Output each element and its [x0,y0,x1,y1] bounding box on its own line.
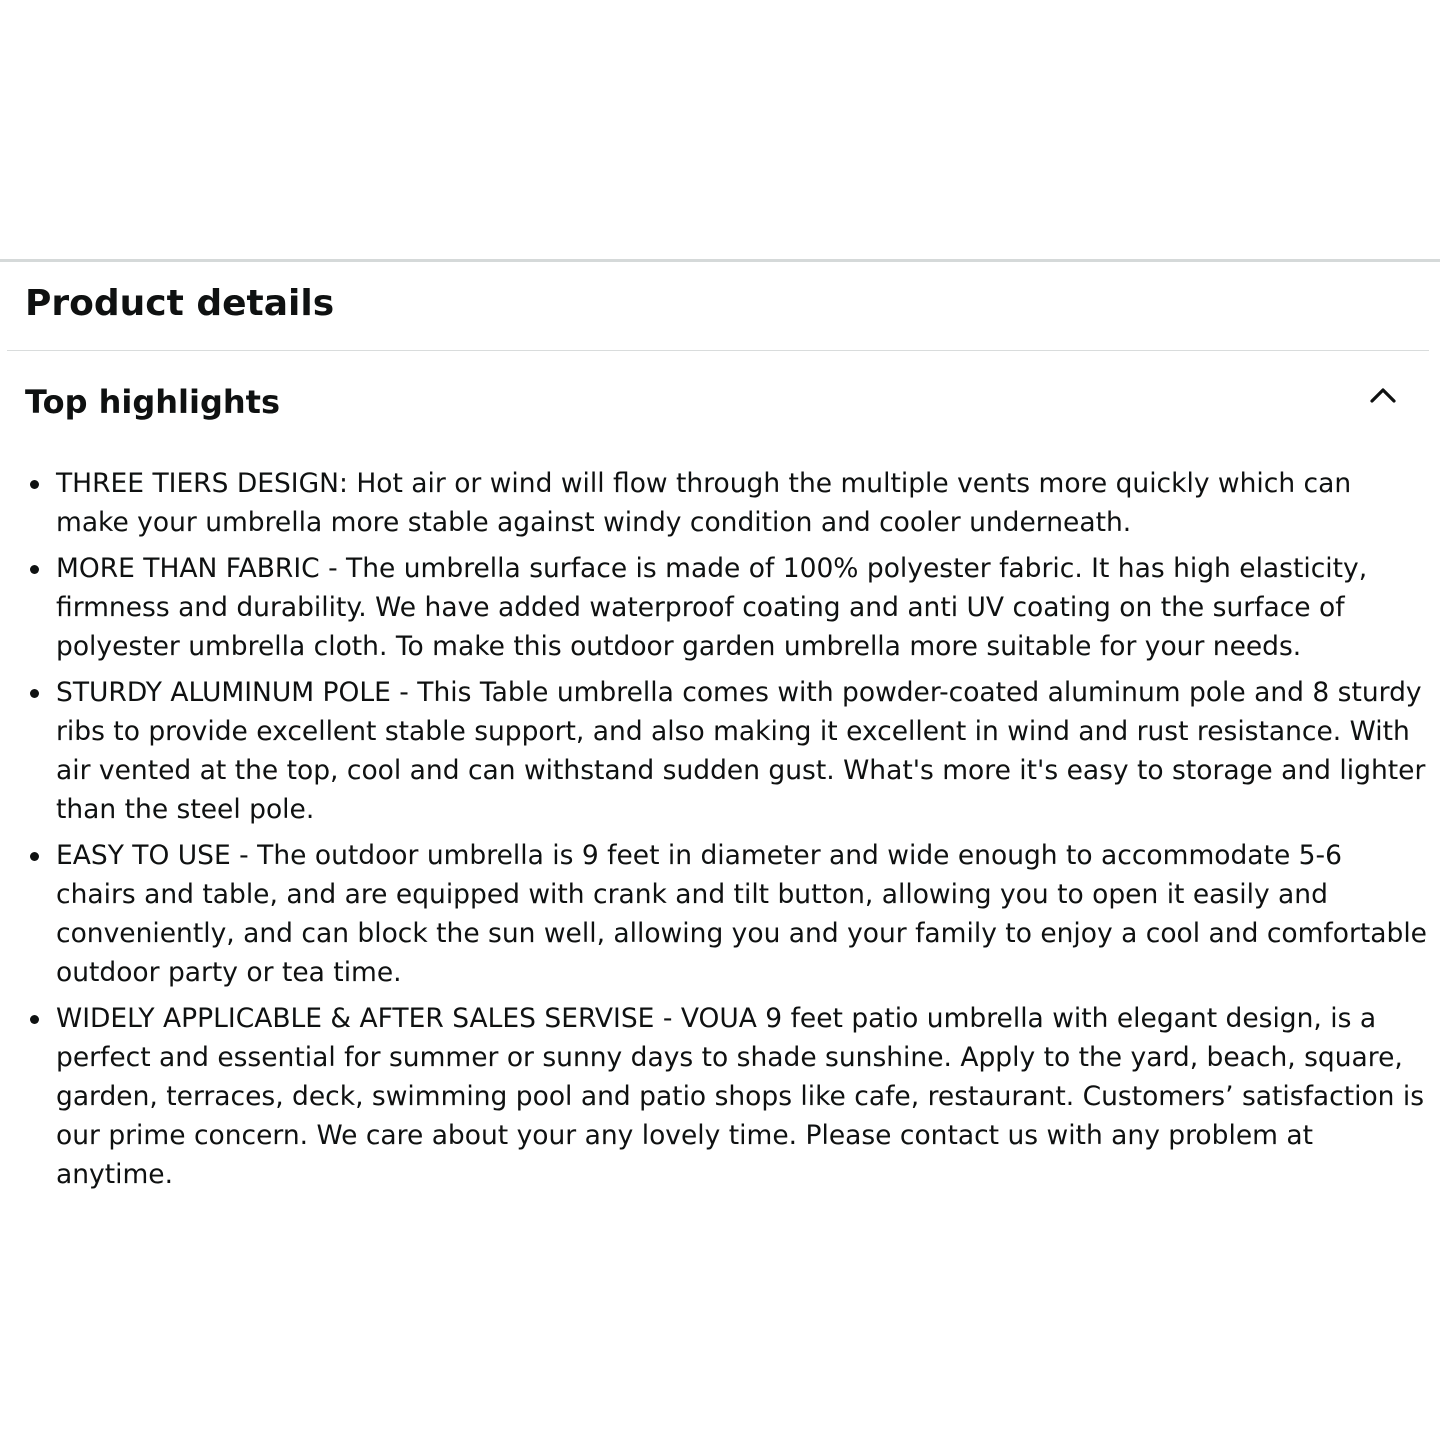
highlights-list [56,464,1428,1201]
section-divider [7,350,1429,351]
highlight-item: WIDELY APPLICABLE & AFTER SALES SERVISE - VOUA 9 feet patio umbrella with elegant design, is a perfect and essential for summer or sunny days to shade sunshine. Apply to the yard, beach, square, garden, terraces, deck, swimming pool and patio shops like cafe, restaurant. Customers’ satisfaction is our prime concern. We care about your any lovely time. Please contact us with any problem at anytime. [56,999,1428,1194]
product-details-heading: Product details [25,283,335,324]
highlight-item: EASY TO USE - The outdoor umbrella is 9 feet in diameter and wide enough to accommodate 5-6 chairs and table, and are equipped with crank and tilt button, allowing you to open it easily and conveniently, and can block the sun well, allowing you and your family to enjoy a cool and comfortable outdoor party or tea time. [56,836,1428,992]
top-highlights-toggle[interactable] [0,370,1440,434]
highlight-item: MORE THAN FABRIC - The umbrella surface is made of 100% polyester fabric. It has high elasticity, firmness and durability. We have added waterproof coating and anti UV coating on the surface of polyester umbrella cloth. To make this outdoor garden umbrella more suitable for your needs. [56,549,1428,666]
chevron-up-icon[interactable] [1366,382,1400,408]
blank-top-area [0,0,1440,258]
section-divider-top [0,259,1440,262]
highlight-item: THREE TIERS DESIGN: Hot air or wind will flow through the multiple vents more quickly which can make your umbrella more stable against windy condition and cooler underneath. [56,464,1428,542]
top-highlights-heading: Top highlights [25,383,281,421]
highlight-item: STURDY ALUMINUM POLE - This Table umbrella comes with powder-coated aluminum pole and 8 sturdy ribs to provide excellent stable support, and also making it excellent in wind and rust resistance. With air vented at the top, cool and can withstand sudden gust. What's more it's easy to storage and lighter than the steel pole. [56,673,1428,829]
